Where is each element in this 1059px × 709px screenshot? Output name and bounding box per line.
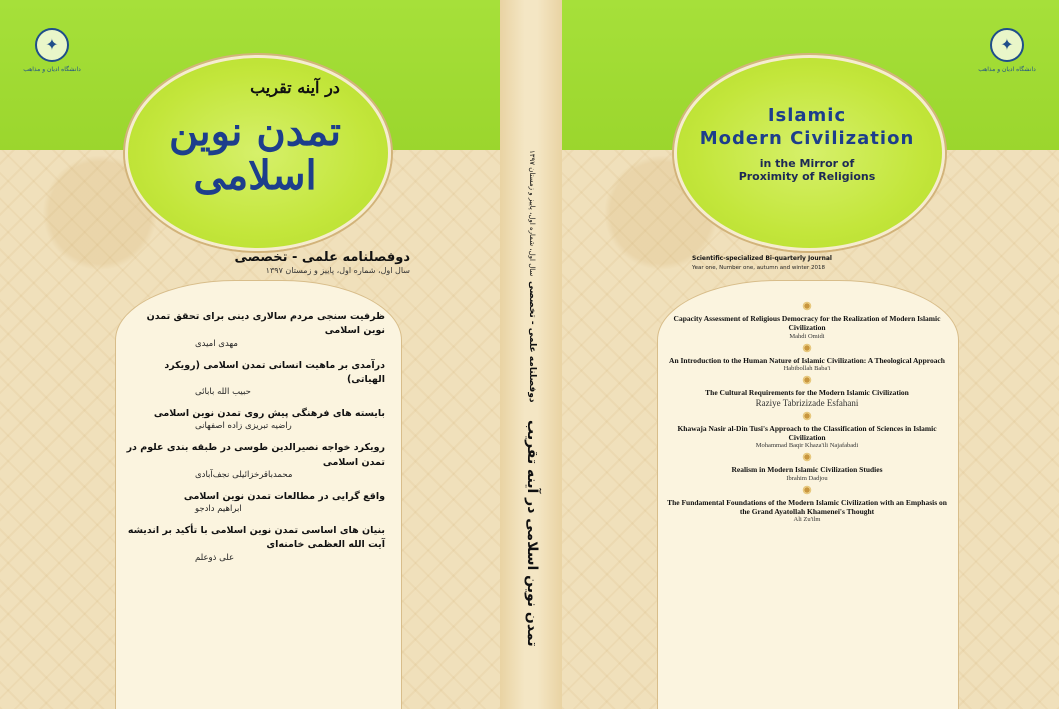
toc-title: واقع گرایی در مطالعات تمدن نوین اسلامی [183, 490, 385, 502]
toc-title: درآمدی بر ماهیت انسانی تمدن اسلامی (رویکرد الهیاتی) [164, 359, 385, 385]
spine-journal-type: دوفصلنامه علمی - تخصصی [527, 281, 537, 403]
toc-item [125, 524, 385, 563]
toc-title: Capacity Assessment of Religious Democracy for the Realization of Modern Islamic Civilization [673, 314, 941, 333]
subtitle-fa: در آینه تقریب [250, 78, 340, 97]
title-line: Modern Civilization [699, 128, 915, 149]
toc-item [125, 359, 385, 398]
toc-author: Ali Zu'ilm [793, 516, 821, 524]
toc-item [125, 407, 385, 431]
toc-author: Ibrahim Dadjou [786, 474, 828, 482]
toc-author: راضیه تبریزی زاده اصفهانی [195, 421, 292, 432]
journal-type: دوفصلنامه علمی - تخصصی [234, 250, 410, 265]
toc-item [667, 465, 947, 481]
emblem-icon: ✦ [990, 28, 1024, 62]
toc-author: حبیب الله بابائی [195, 387, 251, 397]
ornament-icon [802, 452, 812, 462]
table-of-contents-fa [125, 310, 385, 573]
toc-item [667, 388, 947, 407]
toc-item [667, 424, 947, 450]
toc-author: محمدباقرخزائیلی نجف‌آبادی [195, 469, 293, 480]
table-of-contents-en [667, 298, 947, 526]
toc-item [125, 441, 385, 480]
toc-author: Mohammad Baqir Khaza'ili Najafabadi [755, 442, 859, 450]
toc-title: Khawaja Nasir al-Din Tusi's Approach to the Classification of Sciences in Islamic Civilization [677, 423, 937, 442]
journal-type: Scientific-specialized Bi-quarterly Journal [692, 255, 832, 262]
ornament-icon [802, 343, 812, 353]
toc-author: ابراهیم دادجو [195, 504, 242, 514]
toc-author: Raziye Tabrizizade Esfahani [755, 397, 859, 408]
ornament-icon [802, 485, 812, 495]
toc-item [125, 490, 385, 514]
toc-title: ظرفیت سنجی مردم سالاری دینی برای تحقق تمدن نوین اسلامی [146, 311, 385, 337]
toc-item [667, 498, 947, 524]
logo-text: دانشگاه ادیان و مذاهب [23, 66, 81, 73]
toc-author: Habibollah Baba'i [783, 365, 831, 373]
subtitle-line: in the Mirror of [759, 157, 855, 170]
toc-author: Mahdi Omidi [789, 332, 825, 340]
back-cover [0, 0, 500, 709]
toc-title: The Fundamental Foundations of the Modern Islamic Civilization with an Emphasis on the Grand Ayatollah Khamenei's Thought [667, 497, 947, 516]
toc-title: An Introduction to the Human Nature of Islamic Civilization: A Theological Approach [669, 355, 945, 365]
issue-info: Year one, Number one, autumn and winter 2018 [692, 265, 825, 271]
toc-title: بنیان های اساسی تمدن نوین اسلامی با تأکید بر اندیشه آیت الله العظمی خامنه‌ای [127, 525, 385, 551]
title-line: Islamic [767, 105, 847, 126]
spine-issue: سال اول، شماره اول، پاییز و زمستان ۱۳۹۷ [528, 150, 536, 277]
spine-text [520, 150, 542, 707]
ornament-icon [802, 411, 812, 421]
emblem-icon: ✦ [35, 28, 69, 62]
toc-title: رویکرد خواجه نصیرالدین طوسی در طبقه بندی علوم در تمدن اسلامی [126, 442, 385, 468]
logo-text: دانشگاه ادیان و مذاهب [978, 66, 1036, 73]
title-en [677, 105, 937, 183]
toc-title: Realism in Modern Islamic Civilization Studies [731, 465, 883, 475]
ornament-icon [802, 301, 812, 311]
toc-item [667, 356, 947, 372]
subtitle-line: Proximity of Religions [738, 170, 876, 183]
toc-author: علی ذوعلم [195, 552, 235, 563]
title-fa: تمدن نوین اسلامی [169, 108, 341, 199]
university-logo [23, 28, 81, 88]
spine-title: تمدن نوین اسلامی در آینه تقریب [524, 420, 540, 647]
front-cover [562, 0, 1059, 709]
toc-title: بایسته های فرهنگی پیش روی تمدن نوین اسلامی [153, 408, 385, 419]
university-logo [978, 28, 1036, 88]
ornament-icon [802, 375, 812, 385]
toc-item [667, 314, 947, 340]
toc-item [125, 310, 385, 349]
spine [500, 0, 562, 709]
toc-author: مهدی امیدی [195, 338, 238, 349]
toc-title: The Cultural Requirements for the Modern Islamic Civilization [705, 388, 909, 398]
issue-info: سال اول، شماره اول، پاییز و زمستان ۱۳۹۷ [265, 266, 410, 275]
